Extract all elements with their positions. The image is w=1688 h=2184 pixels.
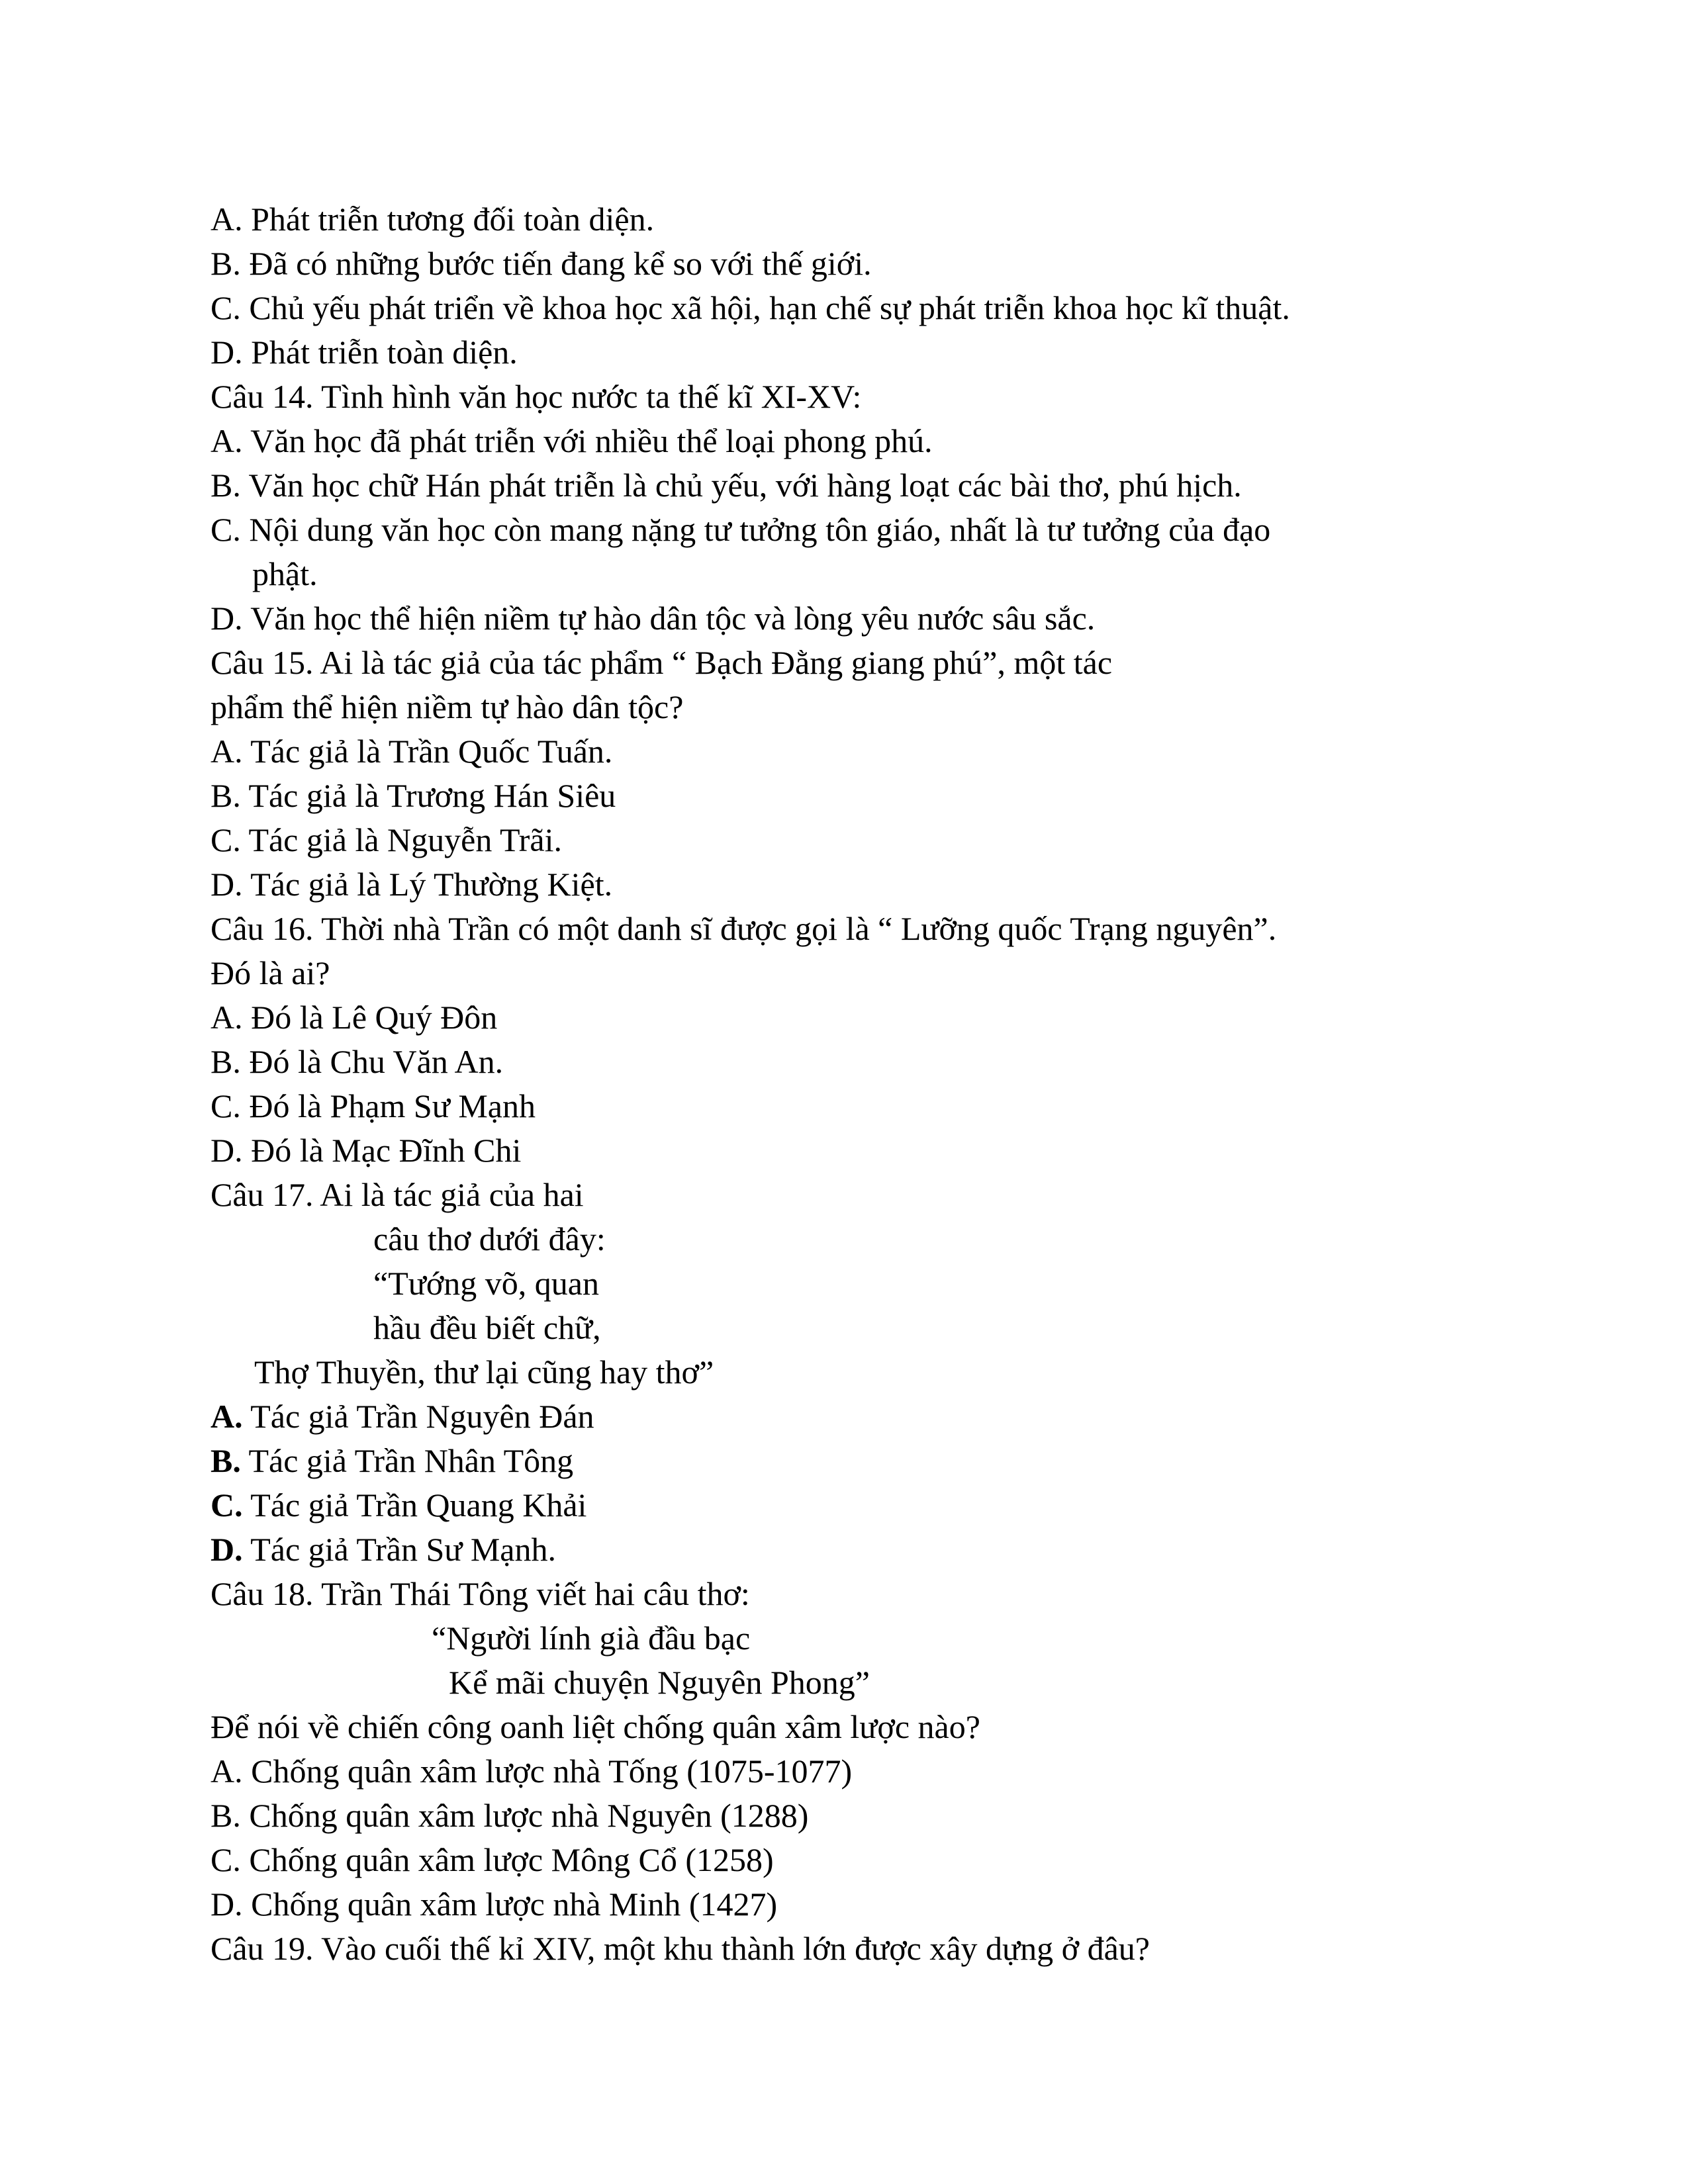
q17-option-c-label: C.	[211, 1486, 243, 1524]
q17-option-d-label: D.	[211, 1531, 243, 1568]
q18-option-b: B. Chống quân xâm lược nhà Nguyên (1288)	[211, 1797, 809, 1834]
q17-option-d-text: Tác giả Trần Sư Mạnh.	[242, 1531, 556, 1568]
q17-option-c-text: Tác giả Trần Quang Khải	[242, 1486, 587, 1524]
q14-option-d: D. Văn học thể hiện niềm tự hào dân tộc và lòng yêu nước sâu sắc.	[211, 600, 1096, 637]
q17-option-b	[211, 1441, 573, 1480]
q17-option-a-label: A.	[211, 1398, 243, 1435]
q15-question-line1: Câu 15. Ai là tác giả của tác phẩm “ Bạch Đằng giang phú”, một tác	[211, 644, 1113, 681]
q14-option-a: A. Văn học đã phát triễn với nhiều thể loại phong phú.	[211, 422, 933, 459]
q19-question: Câu 19. Vào cuối thế kỉ XIV, một khu thành lớn được xây dựng ở đâu?	[211, 1930, 1150, 1967]
q14-option-b: B. Văn học chữ Hán phát triễn là chủ yếu, với hàng loạt các bài thơ, phú hịch.	[211, 467, 1242, 504]
q18-option-a: A. Chống quân xâm lược nhà Tống (1075-1077)	[211, 1752, 853, 1790]
q18-prompt: Để nói về chiến công oanh liệt chống quân xâm lược nào?	[211, 1708, 980, 1745]
q16-option-c: C. Đó là Phạm Sư Mạnh	[211, 1087, 536, 1124]
q17-poem-line2: hầu đều biết chữ,	[373, 1309, 601, 1346]
q17-option-c	[211, 1486, 586, 1524]
q17-option-a-text: Tác giả Trần Nguyên Đán	[242, 1398, 594, 1435]
q16-question-line1: Câu 16. Thời nhà Trần có một danh sĩ được gọi là “ Lưỡng quốc Trạng nguyên”.	[211, 910, 1277, 947]
q18-option-c: C. Chống quân xâm lược Mông Cổ (1258)	[211, 1841, 774, 1878]
q17-question-line1: Câu 17. Ai là tác giả của hai	[211, 1176, 584, 1213]
q17-option-d	[211, 1530, 556, 1569]
q13-option-c: C. Chủ yếu phát triển về khoa học xã hội, hạn chế sự phát triễn khoa học kĩ thuật.	[211, 289, 1290, 326]
q15-option-c: C. Tác giả là Nguyễn Trãi.	[211, 821, 562, 858]
q16-option-b: B. Đó là Chu Văn An.	[211, 1043, 504, 1080]
q16-option-d: D. Đó là Mạc Đĩnh Chi	[211, 1132, 522, 1169]
q17-option-b-label: B.	[211, 1442, 241, 1479]
q15-option-d: D. Tác giả là Lý Thường Kiệt.	[211, 866, 613, 903]
q14-option-c-line1: C. Nội dung văn học còn mang nặng tư tưởng tôn giáo, nhất là tư tưởng của đạo	[211, 511, 1271, 548]
q16-question-line2: Đó là ai?	[211, 954, 330, 991]
q18-option-d: D. Chống quân xâm lược nhà Minh (1427)	[211, 1886, 778, 1923]
q15-option-a: A. Tác giả là Trần Quốc Tuấn.	[211, 733, 613, 770]
q15-option-b: B. Tác giả là Trương Hán Siêu	[211, 777, 616, 814]
q13-option-d: D. Phát triễn toàn diện.	[211, 334, 518, 371]
q17-poem-line3: Thợ Thuyền, thư lại cũng hay thơ”	[254, 1353, 714, 1390]
q15-question-line2: phẩm thể hiện niềm tự hào dân tộc?	[211, 688, 684, 725]
q17-option-b-text: Tác giả Trần Nhân Tông	[240, 1442, 574, 1479]
q14-question: Câu 14. Tình hình văn học nước ta thế kĩ XI-XV:	[211, 378, 862, 415]
q16-option-a: A. Đó là Lê Quý Đôn	[211, 999, 498, 1036]
q17-question-line2: câu thơ dưới đây:	[373, 1220, 606, 1257]
q13-option-a: A. Phát triễn tương đối toàn diện.	[211, 201, 655, 238]
q18-poem-line2: Kể mãi chuyện Nguyên Phong”	[449, 1664, 870, 1701]
q13-option-b: B. Đã có những bước tiến đang kể so với thế giới.	[211, 245, 872, 282]
q18-question: Câu 18. Trần Thái Tông viết hai câu thơ:	[211, 1575, 750, 1612]
q17-poem-line1: “Tướng võ, quan	[373, 1265, 599, 1302]
q14-option-c-line2: phật.	[252, 555, 318, 592]
q17-option-a	[211, 1397, 594, 1435]
q18-poem-line1: “Người lính già đầu bạc	[432, 1619, 751, 1657]
